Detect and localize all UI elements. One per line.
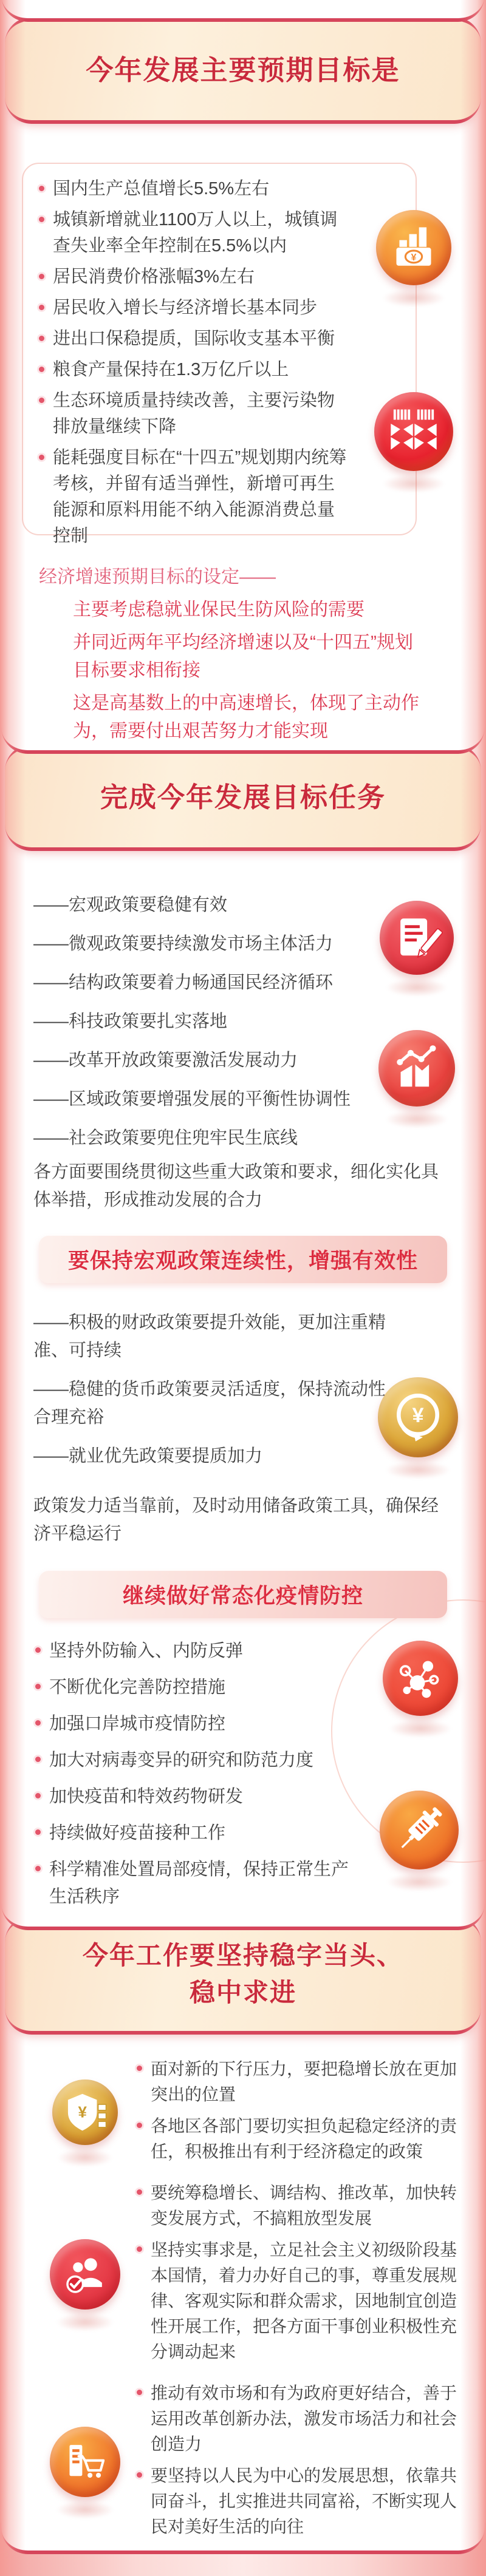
macro-policy-banner [39,1236,447,1283]
icon-reflection [385,1110,448,1128]
svg-text:¥: ¥ [78,2104,87,2121]
bullet-dot-icon [35,1684,41,1689]
list-item: 城镇新增就业1100万人以上，城镇调查失业率全年控制在5.5%以内 [39,207,416,259]
dash-item: ——微观政策要持续激发市场主体活力 [33,934,334,954]
stability-group [137,2180,472,2365]
icon-reflection [57,2149,113,2167]
bullet-dot-icon [35,1757,41,1762]
bullet-dot-icon [137,2246,142,2252]
icon-reflection [56,2501,114,2519]
covid-banner-title: 继续做好常态化疫情防控 [122,1584,363,1608]
bullet-dot-icon [39,336,44,341]
dash-item: ——就业优先政策要提质加力 [33,1446,263,1466]
list-item: 坚持实事求是，立足社会主义初级阶段基本国情，着力办好自己的事，尊重发展规律、客观实际和群众需求，因地制宜创造性开展工作，把各方面干事创业积极性充分调动起来 [137,2237,472,2365]
dash-item: ——稳健的货币政策要灵活适度，保持流动性合理充裕 [33,1380,386,1427]
stability-banner [5,1916,481,2035]
stability-group [137,2056,472,2164]
stability-group [137,2381,472,2540]
wheat-grain-icon [374,392,453,471]
goals-card [22,163,417,546]
macro-policy-dash-list [33,1309,393,1481]
dash-item: ——区域政策要增强发展的平衡性协调性 [33,1090,351,1109]
icon-reflection [56,2313,114,2331]
icon-reflection [382,289,445,307]
list-item: 进出口保稳提质，国际收支基本平衡 [39,326,416,352]
stability-title-line2: 稳中求进 [189,1979,296,2007]
bullet-dot-icon [137,2189,142,2195]
bullet-dot-icon [35,1793,41,1798]
people-check-icon [50,2239,120,2310]
icon-reflection [382,475,445,493]
list-item: 粮食产量保持在1.3万亿斤以上 [39,357,416,383]
list-item: 要坚持以人民为中心的发展思想，依靠共同奋斗，扎实推进共同富裕，不断实现人民对美好生活的向往 [137,2463,472,2540]
bullet-dot-icon [35,1720,41,1726]
policy-document-pencil-icon [380,901,454,975]
bullet-dot-icon [39,305,44,310]
list-item: 生态环境质量持续改善，主要污染物排放量继续下降 [39,388,416,440]
covid-bullet-list [35,1638,382,1920]
top-panel-sliver [1,0,485,22]
dash-item: ——改革开放政策要激活发展动力 [33,1051,298,1070]
tasks-banner [5,744,481,851]
list-item: 各地区各部门要切实担负起稳定经济的责任，积极推出有利于经济稳定的政策 [137,2113,472,2164]
icon-reflection [386,978,448,997]
bullet-dot-icon [35,1647,41,1653]
icon-reflection [385,1461,451,1479]
goals-banner [5,17,481,124]
list-item: 能耗强度目标在“十四五”规划期内统筹考核，并留有适当弹性，新增可再生能源和原料用能不纳入能源消费总量控制 [39,445,416,549]
icon-reflection [386,1873,452,1891]
bullet-dot-icon [39,455,44,460]
bullet-dot-icon [137,2123,142,2128]
list-item: 面对新的下行压力，要把稳增长放在更加突出的位置 [137,2056,472,2107]
list-item: 加强口岸城市疫情防控 [35,1710,382,1738]
bar-chart-coin-icon [376,210,451,285]
shield-currency-icon [52,2079,118,2145]
icon-reflection [389,1720,452,1738]
dash-item: ——积极的财政政策要提升效能，更加注重精准、可持续 [33,1313,386,1360]
tasks-summary: 各方面要围绕贯彻这些重大政策和要求，细化实化具体举措，形成推动发展的合力 [33,1162,439,1210]
bullet-dot-icon [39,398,44,403]
list-item: 国内生产总值增长5.5%左右 [39,176,416,202]
list-item: 要统筹稳增长、调结构、推改革，加快转变发展方式，不搞粗放型发展 [137,2180,472,2231]
list-item: 持续做好疫苗接种工作 [35,1820,382,1847]
bullet-dot-icon [39,186,44,191]
dash-item: ——科技政策要扎实落地 [33,1012,228,1031]
notes-label: 经济增速预期目标的设定—— [39,567,276,587]
syringe-icon [380,1791,459,1869]
dash-item: ——社会政策要兜住兜牢民生底线 [33,1128,298,1148]
note-item: 这是高基数上的中高速增长，体现了主动作为，需要付出艰苦努力才能实现 [73,693,419,741]
dash-item: ——结构政策要着力畅通国民经济循环 [33,973,334,992]
stability-bullet-groups [137,2056,472,2555]
tasks-banner-title: 完成今年发展目标任务 [100,782,386,813]
currency-circulation-icon [378,1377,458,1457]
macro-policy-banner-title: 要保持宏观政策连续性，增强有效性 [67,1249,418,1273]
list-item: 加大对病毒变异的研究和防范力度 [35,1747,382,1774]
bullet-dot-icon [35,1829,41,1835]
stability-title-line1: 今年工作要坚持稳字当头、 [82,1942,403,1971]
macro-policy-summary: 政策发力适当靠前，及时动用储备政策工具，确保经济平稳运行 [33,1496,439,1544]
building-cart-icon [50,2427,120,2497]
bullet-dot-icon [137,2066,142,2071]
trend-chart-icon [378,1030,455,1107]
goals-banner-title: 今年发展主要预期目标是 [86,55,400,86]
list-item: 加快疫苗和特效药物研发 [35,1783,382,1811]
list-item: 坚持外防输入、内防反弹 [35,1638,382,1665]
list-item: 推动有效市场和有为政府更好结合，善于运用改革创新办法，激发市场活力和社会创造力 [137,2381,472,2457]
growth-target-notes [39,563,440,745]
list-item: 科学精准处置局部疫情，保持正常生产生活秩序 [35,1856,382,1911]
bullet-dot-icon [35,1866,41,1871]
bullet-dot-icon [39,274,44,279]
bullet-dot-icon [39,367,44,372]
bullet-dot-icon [137,2472,142,2478]
dash-item: ——宏观政策要稳健有效 [33,895,228,915]
list-item: 居民消费价格涨幅3%左右 [39,264,416,290]
svg-text:¥: ¥ [412,1403,424,1427]
svg-text:¥: ¥ [411,252,417,263]
policy-dash-list [33,891,425,1163]
note-item: 主要考虑稳就业保民生防风险的需要 [73,600,364,620]
covid-banner [39,1571,447,1618]
bullet-dot-icon [137,2390,142,2395]
note-item: 并同近两年平均经济增速以及“十四五”规划目标要求相衔接 [73,632,413,680]
virus-molecule-icon [383,1641,458,1716]
list-item: 不断优化完善防控措施 [35,1674,382,1701]
goals-bullet-list [39,176,416,549]
list-item: 居民收入增长与经济增长基本同步 [39,295,416,321]
bullet-dot-icon [39,217,44,222]
stability-banner-title [83,1938,403,2012]
